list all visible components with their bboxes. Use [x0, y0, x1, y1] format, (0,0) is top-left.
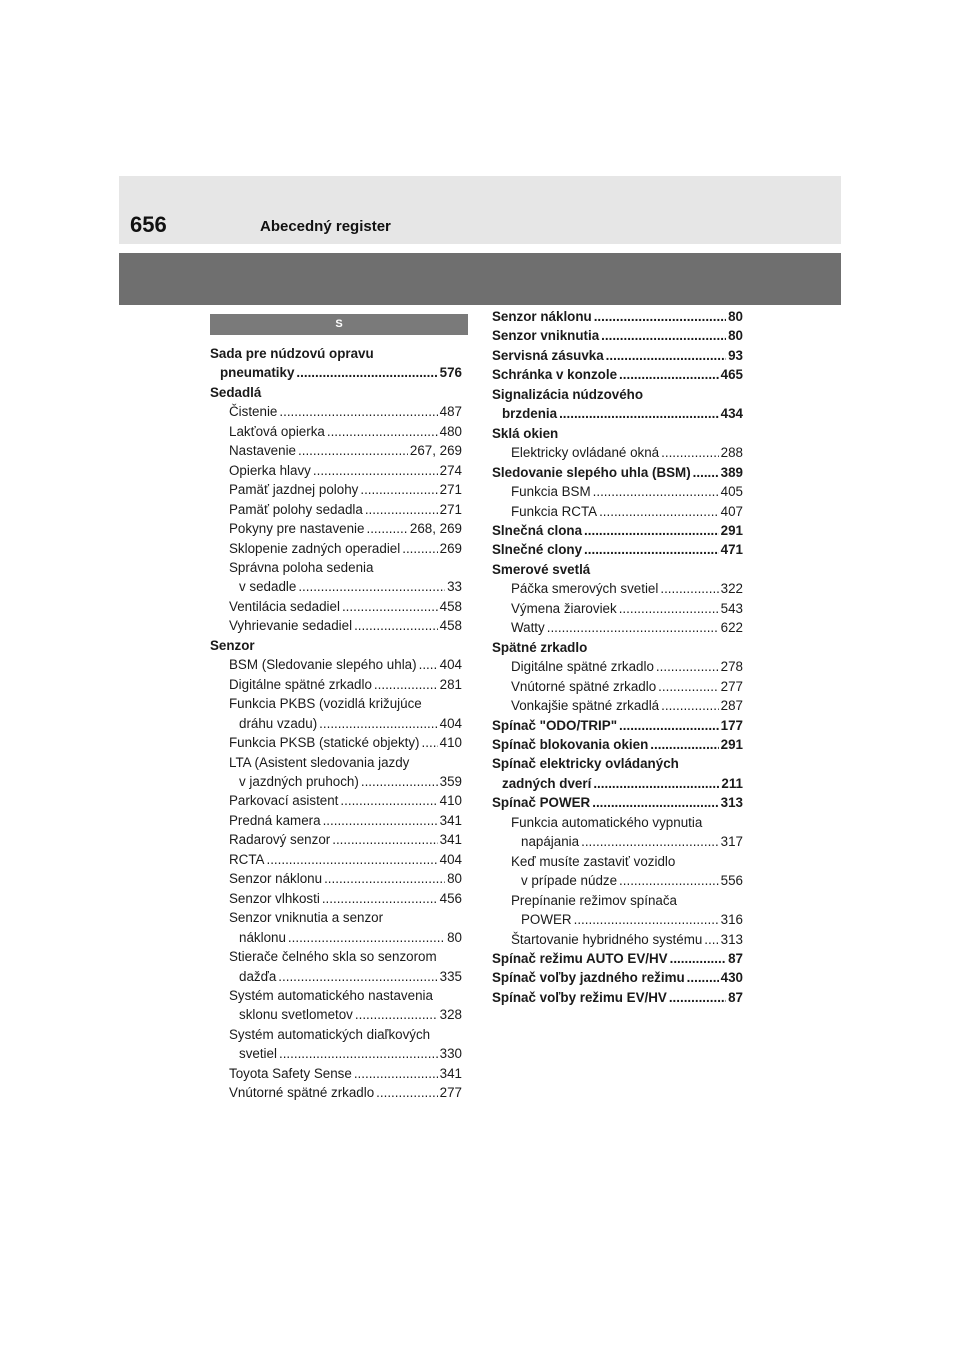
index-page-ref: 93 [728, 347, 743, 363]
index-entry-text: Funkcia automatického vypnutia [511, 814, 703, 830]
dot-leader [656, 657, 719, 676]
index-entry-text: Funkcia BSM [511, 484, 591, 500]
index-entry [210, 869, 462, 888]
index-entry [210, 986, 462, 1025]
index-entry [492, 326, 743, 345]
index-entry [210, 947, 462, 986]
dot-leader [581, 832, 719, 851]
index-page-ref: 341 [439, 1065, 462, 1081]
dot-leader [693, 463, 719, 482]
index-entry [210, 1025, 462, 1064]
index-entry-text: Spínač voľby jazdného režimu [492, 970, 685, 986]
dot-leader [354, 1064, 438, 1083]
dot-leader [592, 793, 718, 812]
index-entry-text: Nastavenie [229, 443, 296, 459]
dot-leader [355, 1005, 438, 1024]
index-entry-text: náklonu [239, 929, 286, 945]
index-page-ref: 277 [439, 1085, 462, 1101]
index-entry-text: Prepínanie režimov spínača [511, 892, 677, 908]
index-page-ref: 87 [728, 950, 743, 966]
dot-leader [619, 716, 719, 735]
index-page-ref: 322 [720, 581, 743, 597]
index-entry [210, 753, 462, 792]
index-entry-text: Sklá okien [492, 425, 559, 441]
index-page-ref: 87 [728, 989, 743, 1005]
index-entry [210, 655, 462, 674]
index-page-ref: 405 [720, 484, 743, 500]
index-entry-text: napájania [521, 834, 580, 850]
dot-leader [322, 889, 438, 908]
index-entry-text: Vonkajšie spätné zrkadlá [511, 698, 660, 714]
index-entry-text: Elektricky ovládané okná [511, 445, 660, 461]
index-entry-text: Senzor náklonu [492, 309, 592, 324]
index-entry-text: Sedadlá [210, 384, 262, 400]
dot-leader [593, 482, 719, 501]
dot-leader [366, 519, 407, 538]
index-entry [210, 850, 462, 869]
dot-leader [619, 599, 719, 618]
index-entry [210, 402, 462, 421]
index-entry [210, 908, 462, 947]
index-entry-text: dráhu vzadu) [239, 715, 318, 731]
dot-leader [278, 967, 437, 986]
dot-leader [402, 539, 437, 558]
dot-leader [704, 930, 718, 949]
index-entry-text: RCTA [229, 851, 265, 867]
index-page-ref: 328 [439, 1007, 462, 1023]
index-entry-text: Systém automatických diaľkových [229, 1026, 431, 1042]
index-entry [210, 461, 462, 480]
index-entry [210, 344, 462, 383]
dot-leader [288, 928, 445, 947]
index-entry-text: Spínač elektricky ovládaných [492, 756, 679, 772]
index-entry-text: Slnečné clony [492, 542, 583, 558]
dot-leader [670, 949, 726, 968]
index-page-ref: 316 [720, 912, 743, 928]
index-entry-text: Radarový senzor [229, 832, 331, 848]
index-page-ref: 341 [439, 832, 462, 848]
index-entry [492, 521, 743, 540]
index-entry-text: Funkcia PKBS (vozidlá križujúce [229, 696, 422, 712]
header-dark-band [119, 253, 841, 305]
dot-leader [313, 461, 438, 480]
index-page-ref: 622 [720, 620, 743, 636]
index-entry-text: Slnečná clona [492, 522, 583, 538]
index-entry [492, 385, 743, 424]
index-entry-text: svetiel [239, 1046, 277, 1062]
index-page-ref: 410 [439, 793, 462, 809]
index-entry-text: Pamäť polohy sedadla [229, 501, 363, 517]
index-page-ref: 480 [439, 423, 462, 439]
index-entry [210, 636, 462, 655]
dot-leader [593, 774, 719, 793]
index-entry [210, 811, 462, 830]
index-entry [210, 480, 462, 499]
index-entry [210, 519, 462, 538]
index-entry [492, 696, 743, 715]
index-entry-text: Watty [511, 620, 545, 636]
index-entry-text: Senzor náklonu [229, 871, 323, 887]
index-entry-text: Senzor vlhkosti [229, 890, 320, 906]
dot-leader [298, 577, 445, 596]
dot-leader [340, 791, 437, 810]
index-entry-text: brzdenia [502, 406, 558, 422]
dot-leader [319, 714, 437, 733]
index-page-ref: 313 [720, 795, 743, 811]
index-page-ref: 458 [439, 598, 462, 614]
index-entry [492, 599, 743, 618]
page-number: 656 [130, 212, 167, 237]
index-page-ref: 281 [439, 676, 462, 692]
index-entry [210, 539, 462, 558]
index-page-ref: 291 [720, 522, 743, 538]
dot-leader [574, 910, 719, 929]
index-entry-text: Štartovanie hybridného systému [511, 931, 703, 947]
index-entry-text: Stierače čelného skla so senzorom [229, 949, 437, 965]
index-entry [492, 793, 743, 812]
index-entry [492, 307, 743, 326]
dot-leader [619, 871, 719, 890]
index-page-ref: 576 [439, 365, 462, 381]
index-page-ref: 271 [439, 482, 462, 498]
header-band [119, 176, 841, 244]
dot-leader [342, 597, 438, 616]
index-entry [210, 1083, 462, 1102]
index-entry [210, 830, 462, 849]
dot-leader [669, 988, 726, 1007]
index-entry-text: Vnútorné spätné zrkadlo [229, 1085, 375, 1101]
index-entry-text: POWER [521, 912, 572, 928]
dot-leader [266, 850, 437, 869]
index-page-ref: 267, 269 [409, 443, 462, 459]
dot-leader [365, 500, 438, 519]
index-entry-text: v jazdných pruhoch) [239, 773, 359, 789]
index-page-ref: 330 [439, 1046, 462, 1062]
index-entry [210, 558, 462, 597]
index-entry-text: Sklopenie zadných operadiel [229, 540, 401, 556]
dot-leader [658, 677, 718, 696]
index-entry [210, 1064, 462, 1083]
dot-leader [360, 480, 437, 499]
index-entry [492, 540, 743, 559]
index-entry [492, 502, 743, 521]
dot-leader [374, 675, 438, 694]
index-page-ref: 407 [720, 503, 743, 519]
dot-leader [332, 830, 437, 849]
index-entry [492, 482, 743, 501]
dot-leader [324, 869, 445, 888]
dot-leader [619, 365, 719, 384]
index-entry [210, 675, 462, 694]
index-entry [492, 365, 743, 384]
index-page-ref: 465 [720, 367, 743, 383]
index-page-ref: 556 [720, 873, 743, 889]
index-entry-text: Predná kamera [229, 812, 321, 828]
index-entry-text: Pamäť jazdnej polohy [229, 482, 359, 498]
dot-leader [327, 422, 438, 441]
index-page-ref: 456 [439, 890, 462, 906]
index-entry [492, 443, 743, 462]
index-entry-text: Signalizácia núdzového [492, 386, 644, 402]
index-entry [210, 422, 462, 441]
index-column-right [492, 307, 743, 1007]
index-entry [492, 463, 743, 482]
index-entry-text: Systém automatického nastavenia [229, 987, 433, 1003]
index-entry [492, 657, 743, 676]
index-entry-text: sklonu svetlometov [239, 1007, 353, 1023]
index-entry [492, 424, 743, 443]
index-entry [210, 500, 462, 519]
index-page-ref: 404 [439, 715, 462, 731]
index-entry-text: Spínač POWER [492, 795, 591, 811]
index-entry-text: v prípade núdze [521, 873, 618, 889]
index-entry-text: Vyhrievanie sedadiel [229, 618, 353, 634]
index-entry-text: Sledovanie slepého uhla (BSM) [492, 464, 691, 480]
index-entry-text: Servisná zásuvka [492, 347, 604, 363]
index-page-ref: 430 [720, 970, 743, 986]
dot-leader [559, 404, 719, 423]
index-entry [492, 852, 743, 891]
index-page-ref: 80 [447, 929, 462, 945]
index-page-ref: 287 [720, 698, 743, 714]
dot-leader [354, 616, 438, 635]
dot-leader [419, 655, 438, 674]
index-page-ref: 359 [439, 773, 462, 789]
index-entry-text: Spínač "ODO/TRIP" [492, 717, 618, 733]
dot-leader [599, 502, 719, 521]
index-page-ref: 288 [720, 445, 743, 461]
index-entry [492, 735, 743, 754]
index-entry-text: zadných dverí [502, 775, 592, 791]
dot-leader [584, 540, 719, 559]
index-page-ref: 271 [439, 501, 462, 517]
index-entry [492, 560, 743, 579]
dot-leader [279, 402, 437, 421]
index-entry [492, 716, 743, 735]
dot-leader [422, 733, 438, 752]
index-page-ref: 487 [439, 404, 462, 420]
index-entry-text: Smerové svetlá [492, 561, 591, 577]
section-title: Abecedný register [260, 218, 391, 235]
index-page-ref: 471 [720, 542, 743, 558]
index-entry-text: Sada pre núdzovú opravu [210, 346, 374, 361]
index-page-ref: 277 [720, 678, 743, 694]
dot-leader [376, 1083, 437, 1102]
index-entry-text: dažďa [239, 968, 277, 984]
index-entry [492, 930, 743, 949]
index-entry-text: Spínač režimu AUTO EV/HV [492, 950, 668, 966]
index-entry-text: pneumatiky [220, 365, 295, 381]
dot-leader [601, 326, 726, 345]
index-page-ref: 211 [721, 775, 743, 791]
index-entry [210, 889, 462, 908]
index-page-ref: 80 [728, 328, 743, 344]
index-page-ref: 341 [439, 812, 462, 828]
index-entry-text: Správna poloha sedenia [229, 559, 374, 575]
dot-leader [323, 811, 438, 830]
dot-leader [584, 521, 719, 540]
index-entry [492, 968, 743, 987]
index-page-ref: 291 [720, 736, 743, 752]
dot-leader [547, 618, 719, 637]
index-entry [492, 813, 743, 852]
index-entry-text: Senzor [210, 637, 255, 653]
index-entry-text: Spínač blokovania okien [492, 736, 649, 752]
index-entry [492, 891, 743, 930]
index-entry-text: Digitálne spätné zrkadlo [229, 676, 372, 692]
index-entry-text: Ventilácia sedadiel [229, 598, 340, 614]
index-column-left [210, 344, 462, 1103]
index-page-ref: 268, 269 [409, 521, 462, 537]
index-entry-text: Digitálne spätné zrkadlo [511, 659, 654, 675]
index-page-ref: 278 [720, 659, 743, 675]
index-page-ref: 434 [720, 406, 743, 422]
index-entry [492, 579, 743, 598]
index-entry [492, 754, 743, 793]
index-page-ref: 335 [439, 968, 462, 984]
index-entry-text: Spínač voľby režimu EV/HV [492, 989, 667, 1005]
index-page-ref: 404 [439, 851, 462, 867]
index-entry [210, 597, 462, 616]
index-entry [210, 694, 462, 733]
index-entry [492, 988, 743, 1007]
index-page-ref: 410 [439, 735, 462, 751]
index-entry-text: Funkcia PKSB (statické objekty) [229, 735, 420, 751]
index-entry [210, 441, 462, 460]
index-entry-text: Opierka hlavy [229, 462, 311, 478]
index-entry-text: Čistenie [229, 404, 278, 420]
index-entry-text: Keď musíte zastaviť vozidlo [511, 853, 676, 869]
index-entry-text: BSM (Sledovanie slepého uhla) [229, 657, 417, 673]
index-page-ref: 404 [439, 657, 462, 673]
index-entry-text: Spätné zrkadlo [492, 639, 588, 655]
index-page-ref: 80 [447, 871, 462, 887]
index-page-ref: 80 [728, 309, 743, 324]
dot-leader [296, 363, 437, 382]
index-entry-text: Toyota Safety Sense [229, 1065, 352, 1081]
dot-leader [279, 1044, 438, 1063]
index-entry-text: Parkovací asistent [229, 793, 339, 809]
index-page-ref: 543 [720, 600, 743, 616]
index-entry [492, 638, 743, 657]
index-entry-text: Páčka smerových svetiel [511, 581, 659, 597]
index-page-ref: 317 [720, 834, 743, 850]
index-page-ref: 269 [439, 540, 462, 556]
index-page-ref: 33 [447, 579, 462, 595]
index-entry-text: Schránka v konzole [492, 367, 618, 383]
index-entry-text: Funkcia RCTA [511, 503, 598, 519]
index-entry-text: Senzor vniknutia a senzor [229, 910, 384, 926]
index-page-ref: 458 [439, 618, 462, 634]
dot-leader [594, 307, 726, 326]
index-entry-text: v sedadle [239, 579, 297, 595]
dot-leader [361, 772, 438, 791]
letter-section-bar: S [210, 314, 468, 335]
index-entry-text: Výmena žiaroviek [511, 600, 617, 616]
index-page-ref: 313 [720, 931, 743, 947]
index-entry [210, 791, 462, 810]
index-entry [492, 618, 743, 637]
index-entry [492, 949, 743, 968]
index-page-ref: 274 [439, 462, 462, 478]
index-entry [210, 383, 462, 402]
index-entry [492, 677, 743, 696]
index-entry [210, 733, 462, 752]
dot-leader [606, 346, 726, 365]
index-page-ref: 177 [720, 717, 743, 733]
dot-leader [298, 441, 408, 460]
dot-leader [661, 696, 719, 715]
index-page-ref: 389 [720, 464, 743, 480]
index-entry-text: Pokyny pre nastavenie [229, 521, 365, 537]
index-entry-text: Vnútorné spätné zrkadlo [511, 678, 657, 694]
dot-leader [687, 968, 719, 987]
index-entry-text: Senzor vniknutia [492, 328, 600, 344]
index-entry-text: Lakťová opierka [229, 423, 325, 439]
dot-leader [650, 735, 718, 754]
index-entry-text: LTA (Asistent sledovania jazdy [229, 754, 410, 770]
index-entry [210, 616, 462, 635]
dot-leader [661, 443, 719, 462]
dot-leader [660, 579, 718, 598]
index-entry [492, 346, 743, 365]
